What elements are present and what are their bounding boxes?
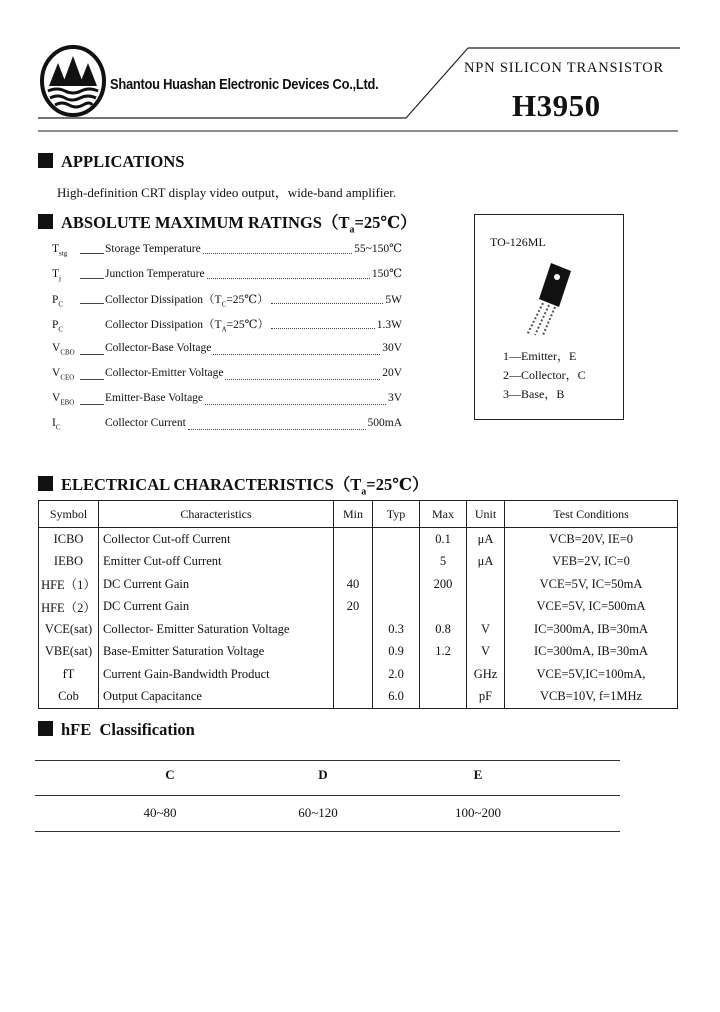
cell-min: 40	[334, 573, 373, 596]
title-rule	[38, 130, 678, 134]
cell-symbol: Cob	[39, 686, 99, 709]
cell-symbol: HFE（2）	[39, 596, 99, 619]
cell-characteristic: Current Gain-Bandwidth Product	[99, 663, 334, 686]
cell-unit	[467, 573, 505, 596]
cell-min: 20	[334, 596, 373, 619]
cell-min	[334, 686, 373, 709]
cell-typ: 2.0	[373, 663, 420, 686]
cell-typ	[373, 596, 420, 619]
cell-unit: V	[467, 641, 505, 664]
applications-heading: APPLICATIONS	[38, 152, 184, 172]
classification-top-rule	[35, 760, 620, 761]
pin-label: 1—Emitter，E	[503, 349, 577, 363]
col-header: Max	[420, 501, 467, 528]
rating-row: $V_{CEO}$ Collector-Emitter Voltage 20V	[52, 367, 402, 382]
table-row	[39, 573, 678, 596]
part-number: H3950	[512, 88, 601, 123]
col-header: Unit	[467, 501, 505, 528]
hfe-classification-heading: hFE Classification	[38, 720, 195, 740]
cell-typ	[373, 573, 420, 596]
cell-unit: μA	[467, 528, 505, 551]
cell-max: 0.1	[420, 528, 467, 551]
cell-unit: μA	[467, 551, 505, 574]
cell-symbol: HFE（1）	[39, 573, 99, 596]
electrical-heading: ELECTRICAL $CHARACTERISTICS(T_a=25℃)$	[38, 471, 428, 497]
abs-max-heading: ABSOLUTE MAXIMUM $RATINGS(T_a=25℃)$	[38, 209, 417, 235]
transistor-package-icon	[507, 259, 587, 337]
table-row	[39, 551, 678, 574]
cell-min	[334, 618, 373, 641]
cell-symbol: VCE(sat)	[39, 618, 99, 641]
classification-mid-rule	[35, 795, 620, 796]
rating-row: $T_{stg}$ Storage Temperature 55~150℃	[52, 243, 402, 258]
table-row	[39, 596, 678, 619]
company-name: Shantou Huashan Electronic Devices Co.,Ltd.	[110, 76, 379, 93]
cell-typ: 0.3	[373, 618, 420, 641]
cell-conditions: IC=300mA, IB=30mA	[505, 641, 678, 664]
cell-unit	[467, 596, 505, 619]
cell-min	[334, 551, 373, 574]
table-header	[39, 501, 678, 528]
table-row	[39, 663, 678, 686]
grade-label: C	[165, 767, 175, 782]
cell-unit: V	[467, 618, 505, 641]
cell-min	[334, 663, 373, 686]
table-row	[39, 528, 678, 551]
classification-bottom-rule	[35, 831, 620, 832]
table-row	[39, 618, 678, 641]
cell-conditions: VCE=5V,IC=100mA,	[505, 663, 678, 686]
cell-max: 0.8	[420, 618, 467, 641]
cell-max: 1.2	[420, 641, 467, 664]
rating-row: $T_j$ Junction Temperature 150℃	[52, 268, 402, 283]
table-row	[39, 686, 678, 709]
col-header: Test Conditions	[505, 501, 678, 528]
cell-characteristic: Output Capacitance	[99, 686, 334, 709]
rating-row: $V_{EBO}$ Emitter-Base Voltage 3V	[52, 392, 402, 407]
cell-conditions: IC=300mA, IB=30mA	[505, 618, 678, 641]
cell-conditions: VCE=5V, IC=50mA	[505, 573, 678, 596]
cell-max	[420, 663, 467, 686]
cell-characteristic: Base-Emitter Saturation Voltage	[99, 641, 334, 664]
col-header: Symbol	[39, 501, 99, 528]
col-header: Min	[334, 501, 373, 528]
cell-min	[334, 641, 373, 664]
cell-unit: pF	[467, 686, 505, 709]
grade-range: 40~80	[143, 805, 177, 820]
cell-min	[334, 528, 373, 551]
cell-characteristic: DC Current Gain	[99, 573, 334, 596]
cell-unit: GHz	[467, 663, 505, 686]
cell-typ: 6.0	[373, 686, 420, 709]
col-header: Typ	[373, 501, 420, 528]
cell-max	[420, 596, 467, 619]
cell-characteristic: Emitter Cut-off Current	[99, 551, 334, 574]
cell-typ	[373, 528, 420, 551]
cell-characteristic: Collector Cut-off Current	[99, 528, 334, 551]
table-row	[39, 641, 678, 664]
package-name: TO-126ML	[490, 235, 546, 249]
pin-label: 2—Collector，C	[503, 368, 586, 382]
cell-conditions: VCE=5V, IC=500mA	[505, 596, 678, 619]
grade-label: D	[318, 767, 328, 782]
col-header: Characteristics	[99, 501, 334, 528]
applications-text: High-definition CRT display video output，wide-band amplifier.	[57, 185, 397, 200]
cell-max: 5	[420, 551, 467, 574]
cell-typ	[373, 551, 420, 574]
cell-symbol: fT	[39, 663, 99, 686]
electrical-table	[38, 500, 678, 709]
cell-characteristic: DC Current Gain	[99, 596, 334, 619]
cell-max	[420, 686, 467, 709]
cell-max: 200	[420, 573, 467, 596]
device-type: NPN SILICON TRANSISTOR	[464, 60, 664, 76]
grade-range: 60~120	[298, 805, 338, 820]
cell-characteristic: Collector- Emitter Saturation Voltage	[99, 618, 334, 641]
rating-row: $P_C$ Collector $Dissipation(T_C=25℃)$ 5W	[52, 294, 402, 309]
cell-conditions: VEB=2V, IC=0	[505, 551, 678, 574]
cell-conditions: VCB=10V, f=1MHz	[505, 686, 678, 709]
rating-row: $V_{CBO}$ Collector-Base Voltage 30V	[52, 342, 402, 357]
cell-conditions: VCB=20V, IE=0	[505, 528, 678, 551]
grade-range: 100~200	[454, 805, 502, 820]
pin-label: 3—Base，B	[503, 387, 565, 401]
cell-typ: 0.9	[373, 641, 420, 664]
grade-label: E	[473, 767, 483, 782]
rating-row: $P_C$ Collector $Dissipation(T_A=25℃)$ 1.3W	[52, 319, 402, 334]
cell-symbol: IEBO	[39, 551, 99, 574]
cell-symbol: VBE(sat)	[39, 641, 99, 664]
rating-row: $I_C$ Collector Current 500mA	[52, 417, 402, 432]
cell-symbol: ICBO	[39, 528, 99, 551]
package-box	[474, 214, 624, 420]
